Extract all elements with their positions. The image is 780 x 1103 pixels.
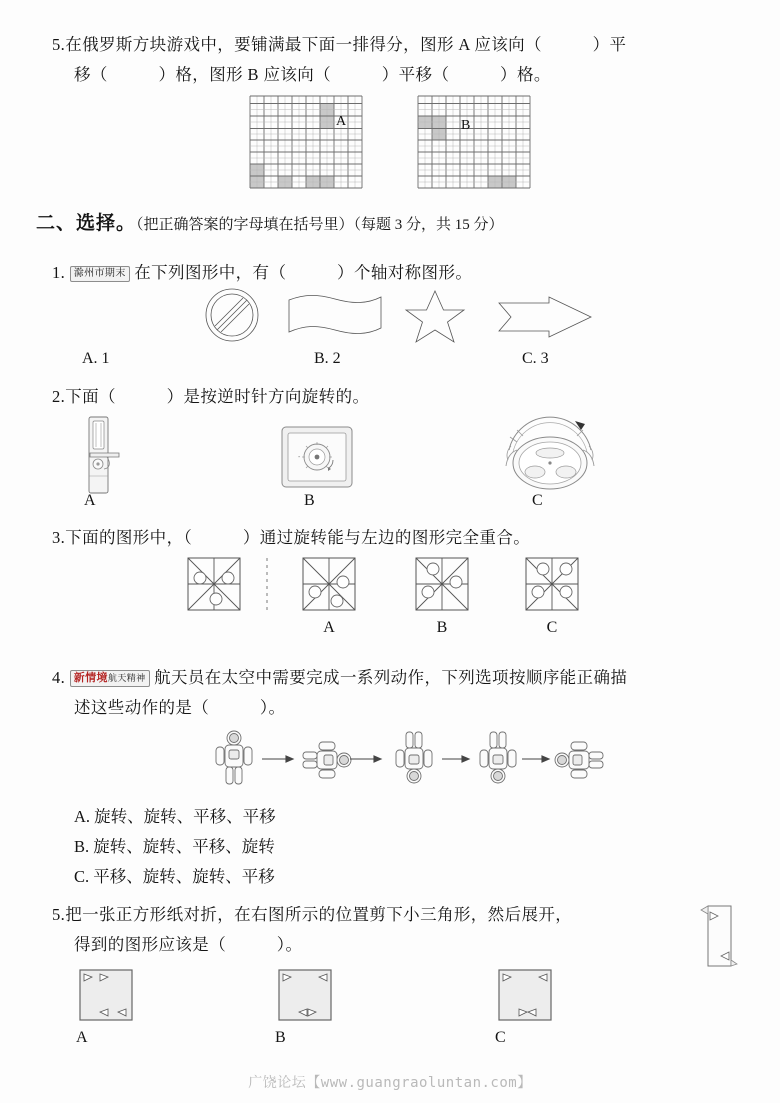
question-5-number: 5. bbox=[52, 905, 66, 924]
question-4-text2: 述这些动作的是（ ）。 bbox=[74, 698, 286, 717]
question-3-text: 下面的图形中，（ ）通过旋转能与左边的图形完全重合。 bbox=[65, 528, 531, 547]
tetris-grid-a bbox=[250, 96, 362, 188]
question-3-figures bbox=[0, 556, 780, 636]
cut-square-b-label: B bbox=[275, 1029, 286, 1046]
question-4-badge-lead: 新情境 bbox=[73, 672, 108, 684]
question-2-line bbox=[52, 387, 369, 406]
question-4-answer-c[interactable]: C. 平移、旋转、旋转、平移 bbox=[74, 867, 275, 886]
cut-square-a-label: A bbox=[76, 1029, 88, 1046]
question-5 bbox=[52, 900, 752, 960]
footer-watermark bbox=[0, 1072, 780, 1092]
question-4-badge-tail: 航天精神 bbox=[107, 673, 146, 683]
carryover-q5-line2: 移（ ）格，图形 B 应该向（ ）平移（ ）格。 bbox=[74, 65, 551, 84]
block-arrow-icon bbox=[495, 296, 595, 343]
tetris-grid-b bbox=[418, 96, 530, 188]
tetris-grid-b-svg bbox=[418, 96, 530, 188]
question-1-option-b[interactable]: B. 2 bbox=[314, 350, 341, 367]
tetris-grid-a-svg bbox=[250, 96, 362, 188]
question-1-line bbox=[52, 263, 472, 282]
question-4-badge bbox=[70, 670, 150, 687]
question-5-figures bbox=[0, 968, 780, 1046]
option-square-b[interactable] bbox=[413, 556, 471, 637]
question-1 bbox=[52, 258, 752, 288]
question-2-figures bbox=[0, 416, 780, 500]
door-handle-icon bbox=[70, 416, 130, 499]
five-point-star-icon bbox=[400, 288, 470, 351]
question-4-answers bbox=[52, 802, 752, 892]
no-entry-sign-icon bbox=[200, 286, 264, 349]
question-5-line1 bbox=[52, 905, 572, 924]
option-square-c-label: C bbox=[546, 619, 558, 636]
tetris-grid-a-label: A bbox=[336, 114, 347, 129]
carryover-q5-text1: 在俄罗斯方块游戏中，要铺满最下面一排得分，图形 A 应该向（ ）平 bbox=[65, 35, 627, 54]
folded-paper-cut-icon bbox=[697, 902, 741, 973]
cut-square-b[interactable] bbox=[275, 968, 335, 1047]
cut-square-c-label: C bbox=[495, 1029, 506, 1046]
carryover-q5-number: 5. bbox=[52, 35, 66, 54]
question-3 bbox=[52, 523, 752, 553]
question-4-number: 4. bbox=[52, 668, 66, 687]
question-2-option-c[interactable]: C bbox=[532, 492, 543, 509]
question-2-text: 下面（ ）是按逆时针方向旋转的。 bbox=[65, 387, 370, 406]
section-heading bbox=[36, 210, 756, 239]
question-2 bbox=[52, 382, 752, 412]
option-square-c[interactable] bbox=[523, 556, 581, 637]
question-1-option-a[interactable]: A. 1 bbox=[82, 350, 110, 367]
steering-wheel-icon bbox=[485, 416, 615, 501]
carryover-q5-line1 bbox=[52, 30, 752, 60]
question-1-badge: 滁州市期末 bbox=[70, 266, 130, 282]
wavy-flag-icon bbox=[285, 292, 385, 345]
option-square-a-label: A bbox=[323, 619, 335, 636]
question-5-text1: 把一张正方形纸对折，在右图所示的位置剪下小三角形，然后展开， bbox=[65, 905, 573, 924]
question-1-figures bbox=[0, 286, 780, 348]
astronaut-sequence-svg bbox=[210, 728, 600, 790]
question-4-text1: 航天员在太空中需要完成一系列动作，下列选项按顺序能正确描 bbox=[154, 668, 628, 687]
question-4-line1 bbox=[52, 668, 627, 687]
tetris-grid-b-label: B bbox=[461, 118, 471, 133]
question-1-number: 1. bbox=[52, 263, 66, 282]
option-square-b-label: B bbox=[436, 619, 448, 636]
question-2-option-b[interactable]: B bbox=[304, 492, 315, 509]
figure-divider bbox=[263, 558, 271, 615]
question-4 bbox=[52, 663, 752, 723]
reference-square bbox=[185, 556, 243, 617]
option-square-a[interactable] bbox=[300, 556, 358, 637]
question-3-number: 3. bbox=[52, 528, 66, 547]
tetris-figures-row bbox=[0, 96, 780, 188]
question-3-line bbox=[52, 528, 530, 547]
question-2-option-a[interactable]: A bbox=[84, 492, 96, 509]
question-1-text: 在下列图形中，有（ ）个轴对称图形。 bbox=[134, 263, 473, 282]
question-2-number: 2. bbox=[52, 387, 66, 406]
cut-square-a[interactable] bbox=[76, 968, 136, 1047]
footer-site-url: 【www.guangraoluntan.com】 bbox=[306, 1075, 532, 1091]
svg-text:-: - bbox=[298, 454, 301, 461]
carryover-question-5 bbox=[52, 30, 752, 90]
section-title: 二、选择。 bbox=[36, 213, 137, 234]
question-5-text2: 得到的图形应该是（ ）。 bbox=[74, 935, 303, 954]
question-1-option-c[interactable]: C. 3 bbox=[522, 350, 549, 367]
footer-site-name: 广饶论坛 bbox=[248, 1074, 307, 1090]
question-4-answer-a[interactable]: A. 旋转、旋转、平移、平移 bbox=[74, 807, 276, 826]
astronaut-motion-sequence bbox=[0, 728, 780, 790]
cut-square-c[interactable] bbox=[495, 968, 555, 1047]
section-instruction: （把正确答案的字母填在括号里）（每题 3 分，共 15 分） bbox=[136, 217, 504, 233]
dial-knob-panel-icon bbox=[278, 426, 356, 493]
question-4-answer-b[interactable]: B. 旋转、旋转、平移、旋转 bbox=[74, 837, 275, 856]
